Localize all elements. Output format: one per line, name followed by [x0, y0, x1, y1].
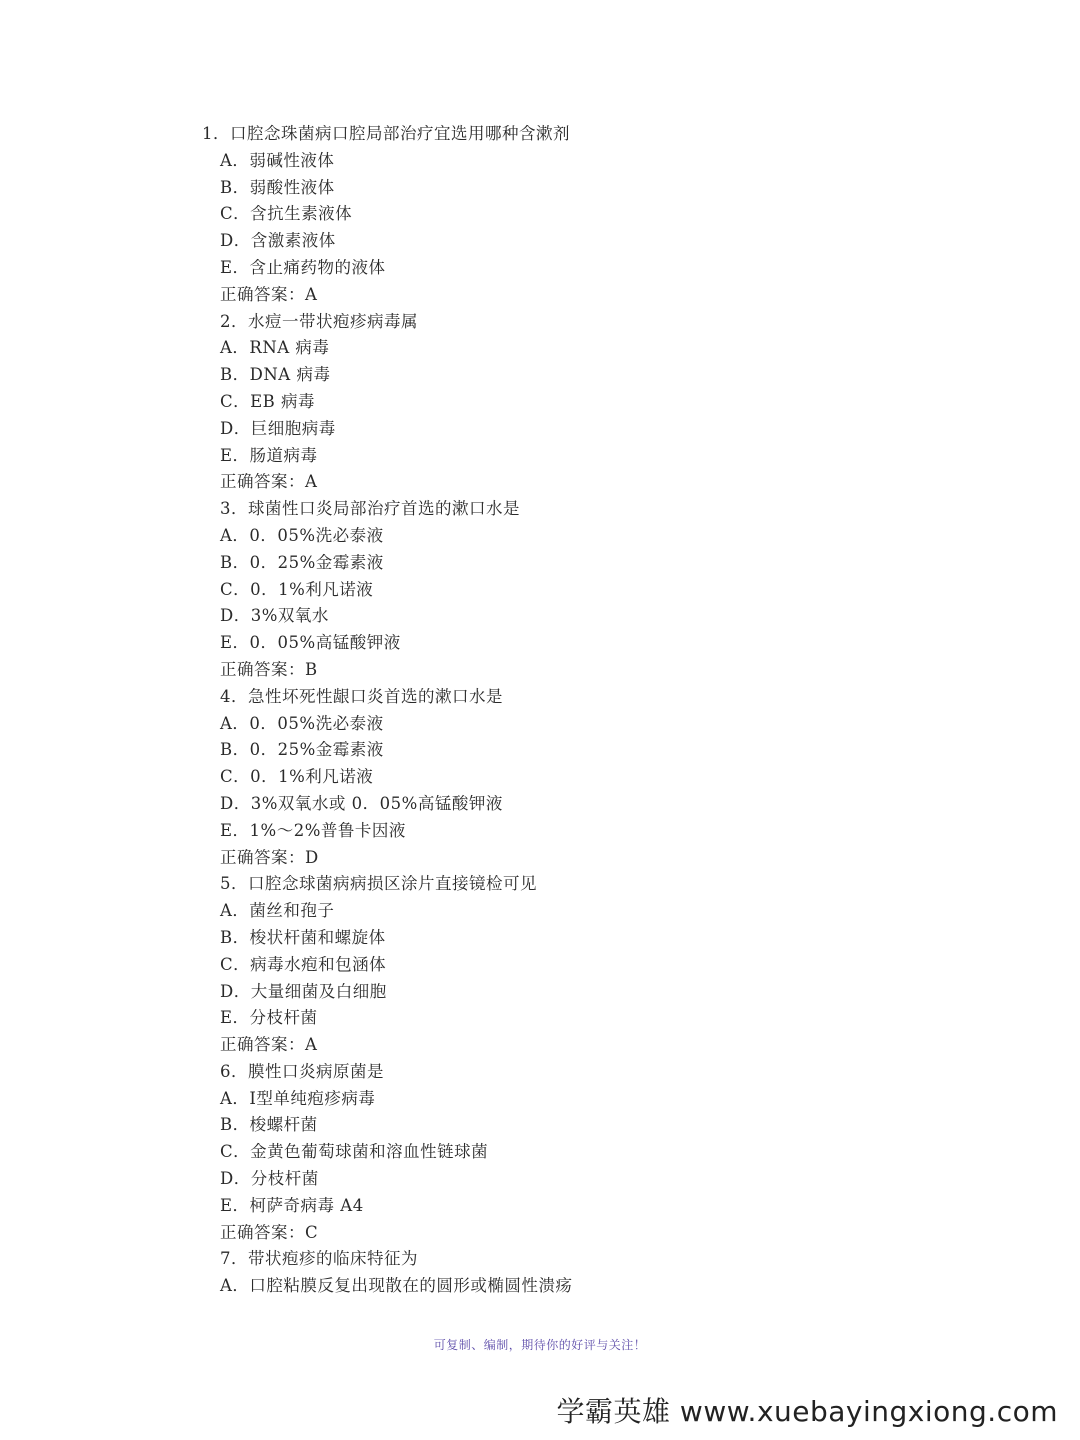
- answer-option: E．肠道病毒: [220, 445, 318, 465]
- answer-option: A．口腔粘膜反复出现散在的圆形或椭圆性溃疡: [220, 1276, 573, 1296]
- footer-note: 可复制、编制，期待你的好评与关注！: [433, 1338, 647, 1352]
- quiz-content: [202, 121, 962, 1300]
- correct-answer: 正确答案：B: [220, 659, 318, 679]
- site-watermark: 学霸英雄 www.xuebayingxiong.com: [556, 1395, 1058, 1428]
- answer-option: D．含激素液体: [220, 231, 336, 251]
- answer-option: C．0．1%利凡诺液: [220, 579, 374, 599]
- answer-option: E．1%～2%普鲁卡因液: [220, 820, 406, 840]
- answer-option: A．RNA 病毒: [220, 338, 330, 358]
- question-stem: 2．水痘一带状疱疹病毒属: [220, 311, 418, 331]
- answer-option: B．0．25%金霉素液: [220, 740, 384, 760]
- correct-answer: 正确答案：D: [220, 847, 319, 867]
- answer-option: B．DNA 病毒: [220, 365, 331, 385]
- answer-option: C．金黄色葡萄球菌和溶血性链球菌: [220, 1142, 489, 1162]
- answer-option: B．0．25%金霉素液: [220, 552, 384, 572]
- answer-option: A．菌丝和孢子: [220, 901, 335, 921]
- answer-option: E．含止痛药物的液体: [220, 257, 386, 277]
- answer-option: A．Ⅰ型单纯疱疹病毒: [220, 1088, 376, 1108]
- answer-option: B．梭螺杆菌: [220, 1115, 318, 1135]
- answer-option: D．3%双氧水或 0．05%高锰酸钾液: [220, 793, 503, 813]
- answer-option: D．巨细胞病毒: [220, 418, 336, 438]
- answer-option: C．病毒水疱和包涵体: [220, 954, 387, 974]
- answer-option: C．含抗生素液体: [220, 204, 353, 224]
- correct-answer: 正确答案：A: [220, 472, 318, 492]
- question-stem: 5．口腔念球菌病病损区涂片直接镜检可见: [220, 874, 537, 894]
- answer-option: E．分枝杆菌: [220, 1008, 318, 1028]
- question-stem: 1．口腔念珠菌病口腔局部治疗宜选用哪种含漱剂: [202, 124, 570, 143]
- answer-option: D．分枝杆菌: [220, 1169, 319, 1189]
- question-stem: 7．带状疱疹的临床特征为: [220, 1249, 418, 1269]
- answer-option: B．梭状杆菌和螺旋体: [220, 927, 386, 947]
- answer-option: C．0．1%利凡诺液: [220, 767, 374, 787]
- answer-option: A．弱碱性液体: [220, 150, 335, 170]
- answer-option: A．0．05%洗必泰液: [220, 713, 384, 733]
- question-stem: 3．球菌性口炎局部治疗首选的漱口水是: [220, 499, 520, 519]
- answer-option: E．0．05%高锰酸钾液: [220, 633, 401, 653]
- correct-answer: 正确答案：A: [220, 1035, 318, 1055]
- answer-option: D．大量细菌及白细胞: [220, 981, 387, 1001]
- answer-option: D．3%双氧水: [220, 606, 329, 626]
- answer-option: C．EB 病毒: [220, 391, 316, 411]
- answer-option: A．0．05%洗必泰液: [220, 525, 384, 545]
- question-stem: 6．膜性口炎病原菌是: [220, 1061, 384, 1081]
- correct-answer: 正确答案：A: [220, 284, 318, 304]
- answer-option: B．弱酸性液体: [220, 177, 335, 197]
- answer-option: E．柯萨奇病毒 A4: [220, 1195, 364, 1215]
- question-stem: 4．急性坏死性龈口炎首选的漱口水是: [220, 686, 503, 706]
- correct-answer: 正确答案：C: [220, 1222, 319, 1242]
